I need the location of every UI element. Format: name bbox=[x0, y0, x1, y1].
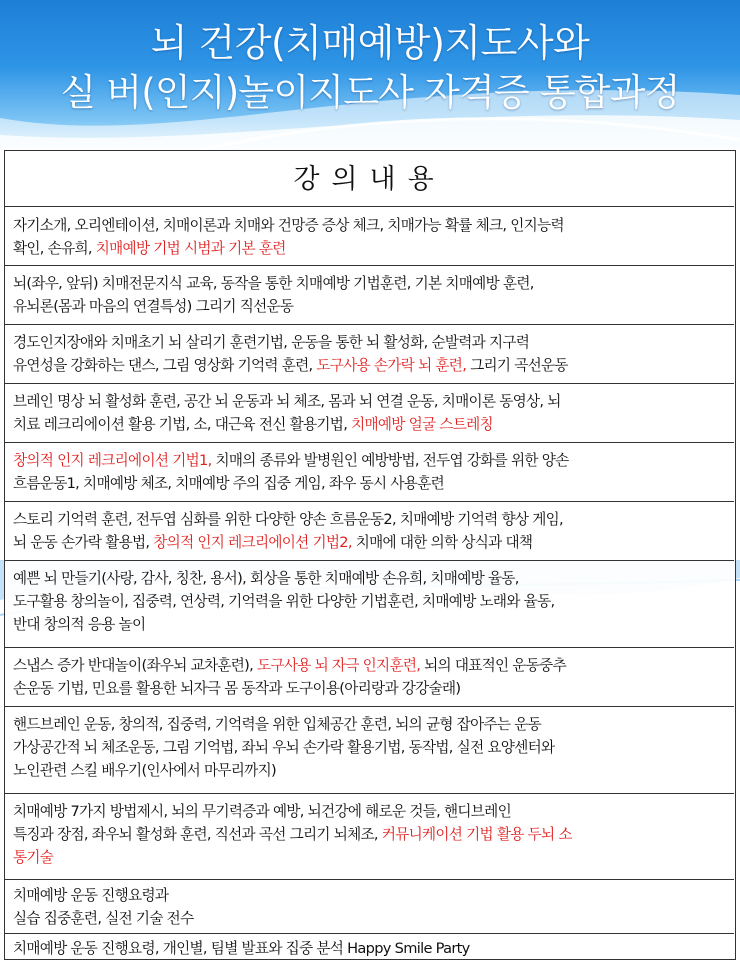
row-line bbox=[13, 907, 726, 930]
row-text: 뇌의 대표적인 운동중추 bbox=[420, 657, 566, 674]
highlight-text: 치매예방 기법 시범과 기본 훈련 bbox=[95, 240, 286, 257]
row-line bbox=[13, 413, 726, 436]
row-line bbox=[13, 654, 726, 677]
row-line bbox=[13, 214, 726, 237]
row-line bbox=[13, 677, 726, 700]
title-line-1: 뇌 건강(치매예방)지도사와 bbox=[150, 21, 590, 65]
row-text: 그리기 곡선운동 bbox=[466, 357, 568, 374]
row-line bbox=[13, 295, 726, 318]
course-row bbox=[5, 794, 734, 880]
row-line bbox=[13, 449, 726, 472]
row-text: 치매예방 운동 진행요령, 개인별, 팀별 발표와 집중 분석 Happy Smile Party bbox=[13, 940, 470, 957]
row-line bbox=[13, 331, 726, 354]
course-row bbox=[5, 266, 734, 325]
row-line bbox=[13, 272, 726, 295]
course-content-table bbox=[4, 150, 736, 960]
row-text: 흐름운동1, 치매예방 체조, 치매예방 주의 집중 게임, 좌우 동시 사용훈련 bbox=[13, 475, 444, 492]
course-row bbox=[5, 934, 734, 961]
row-line bbox=[13, 823, 726, 846]
course-row bbox=[5, 561, 734, 648]
course-row bbox=[5, 880, 734, 934]
course-row bbox=[5, 502, 734, 561]
row-text: 예쁜 뇌 만들기(사랑, 감사, 칭찬, 용서), 회상을 통한 치매예방 손유희, 치매예방 율동, bbox=[13, 570, 519, 587]
row-text: 브레인 명상 뇌 활성화 훈련, 공간 뇌 운동과 뇌 체조, 몸과 뇌 연결 운동, 치매이론 동영상, 뇌 bbox=[13, 393, 561, 410]
row-line bbox=[13, 937, 726, 960]
title-line-2: 실 버(인지)놀이지도사 자격증 통합과정 bbox=[60, 71, 680, 114]
row-text: 실습 집중훈련, 실전 기술 전수 bbox=[13, 910, 194, 927]
course-row bbox=[5, 384, 734, 443]
row-line bbox=[13, 567, 726, 590]
row-text: 특징과 장점, 좌우뇌 활성화 훈련, 직선과 곡선 그리기 뇌체조, bbox=[13, 826, 382, 843]
row-text: 뇌(좌우, 앞뒤) 치매전문지식 교육, 동작을 통한 치매예방 기법훈련, 기본 치매예방 훈련, bbox=[13, 275, 534, 292]
title-banner bbox=[0, 0, 740, 150]
highlight-text: 치매예방 얼굴 스트레칭 bbox=[351, 416, 493, 433]
row-text: 치매예방 7가지 방법제시, 뇌의 무기력증과 예방, 뇌건강에 해로운 것들, 핸디브레인 bbox=[13, 803, 511, 820]
course-row bbox=[5, 707, 734, 794]
row-line bbox=[13, 508, 726, 531]
row-line bbox=[13, 846, 726, 869]
row-line bbox=[13, 713, 726, 736]
row-line bbox=[13, 884, 726, 907]
highlight-text: 창의적 인지 레크리에이션 기법2, bbox=[153, 534, 352, 551]
row-text: 핸드브레인 운동, 창의적, 집중력, 기억력을 위한 입체공간 훈련, 뇌의 균형 잡아주는 운동 bbox=[13, 716, 542, 733]
row-text: 스냅스 증가 반대놀이(좌우뇌 교차훈련), bbox=[13, 657, 258, 674]
row-text: 치료 레크리에이션 활용 기법, 소, 대근육 전신 활용기법, bbox=[13, 416, 352, 433]
row-line bbox=[13, 590, 726, 613]
row-text: 뇌 운동 손가락 활용법, bbox=[13, 534, 154, 551]
row-text: 유뇌론(몸과 마음의 연결특성) 그리기 직선운동 bbox=[13, 298, 294, 315]
course-row bbox=[5, 325, 734, 384]
row-text: 확인, 손유희, bbox=[13, 240, 96, 257]
highlight-text: 통기술 bbox=[13, 849, 54, 866]
course-row bbox=[5, 443, 734, 502]
row-line bbox=[13, 613, 726, 636]
row-text: 손운동 기법, 민요를 활용한 뇌자극 몸 동작과 도구이용(아리랑과 강강술래) bbox=[13, 680, 461, 697]
row-line bbox=[13, 531, 726, 554]
table-header: 강의내용 bbox=[5, 151, 734, 207]
row-line bbox=[13, 800, 726, 823]
row-text: 경도인지장애와 치매초기 뇌 살리기 훈련기법, 운동을 통한 뇌 활성화, 순발력과 지구력 bbox=[13, 334, 530, 351]
course-row bbox=[5, 208, 734, 266]
highlight-text: 도구사용 손가락 뇌 훈련, bbox=[316, 357, 467, 374]
course-row bbox=[5, 648, 734, 707]
row-text: 가상공간적 뇌 체조운동, 그림 기억법, 좌뇌 우뇌 손가락 활용기법, 동작법, 실전 요양센터와 bbox=[13, 739, 555, 756]
row-line bbox=[13, 472, 726, 495]
highlight-text: 도구사용 뇌 자극 인지훈련, bbox=[257, 657, 421, 674]
row-text: 스토리 기억력 훈련, 전두엽 심화를 위한 다양한 양손 흐름운동2, 치매예방 기억력 향상 게임, bbox=[13, 511, 563, 528]
row-line bbox=[13, 237, 726, 260]
row-text: 치매에 대한 의학 상식과 대책 bbox=[351, 534, 533, 551]
row-text: 유연성을 강화하는 댄스, 그림 영상화 기억력 훈련, bbox=[13, 357, 317, 374]
row-line bbox=[13, 736, 726, 759]
row-text: 치매의 종류와 발병원인 예방방법, 전두엽 강화를 위한 양손 bbox=[211, 452, 569, 469]
row-line bbox=[13, 759, 726, 782]
row-text: 도구활용 창의놀이, 집중력, 연상력, 기억력을 위한 다양한 기법훈련, 치매예방 노래와 율동, bbox=[13, 593, 555, 610]
row-line bbox=[13, 390, 726, 413]
row-text: 자기소개, 오리엔테이션, 치매이론과 치매와 건망증 증상 체크, 치매가능 확률 체크, 인지능력 bbox=[13, 217, 564, 234]
row-line bbox=[13, 354, 726, 377]
row-text: 치매예방 운동 진행요령과 bbox=[13, 887, 169, 904]
row-text: 노인관련 스킬 배우기(인사에서 마무리까지) bbox=[13, 762, 276, 779]
highlight-text: 커뮤니케이션 기법 활용 두뇌 소 bbox=[381, 826, 572, 843]
row-text: 반대 창의적 응용 놀이 bbox=[13, 616, 146, 633]
highlight-text: 창의적 인지 레크리에이션 기법1, bbox=[13, 452, 212, 469]
